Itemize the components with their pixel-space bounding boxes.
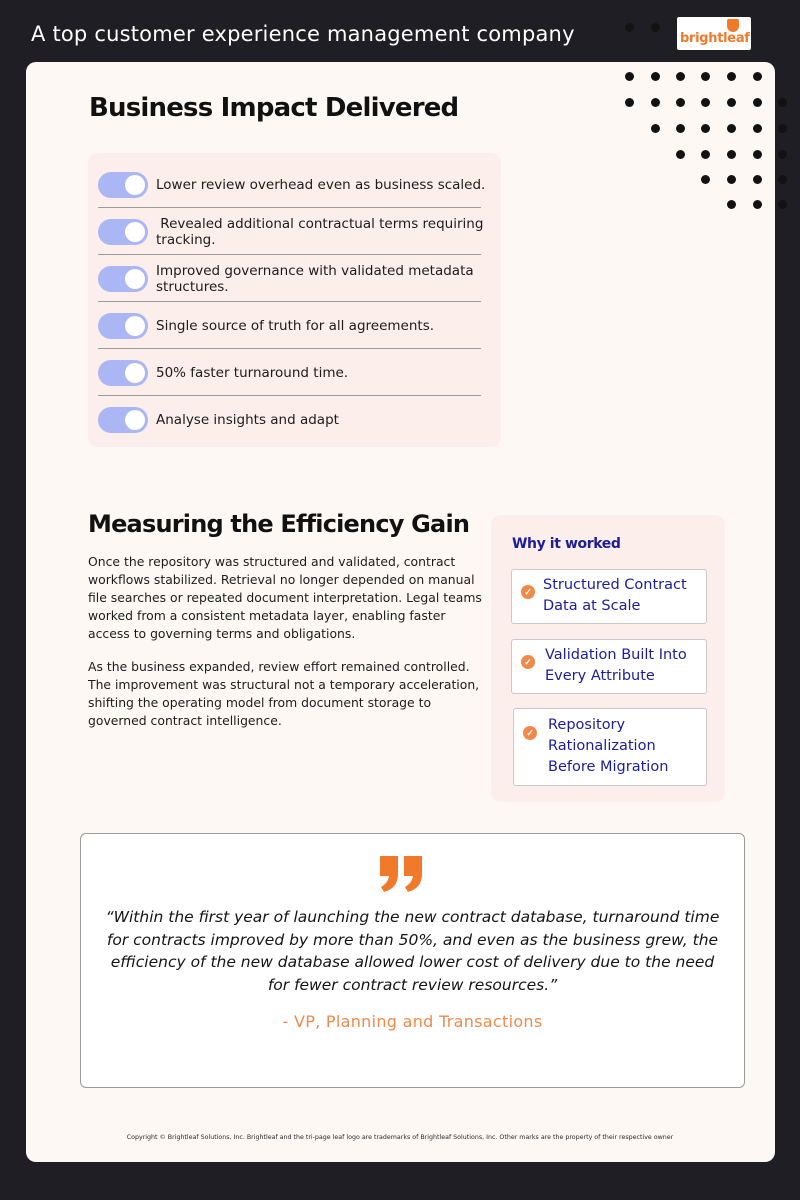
- decorative-dot: [701, 72, 710, 81]
- impact-item-text: Revealed additional contractual terms requiring tracking.: [156, 215, 488, 248]
- decorative-dot: [727, 175, 736, 184]
- why-item: [511, 639, 707, 694]
- decorative-dot: [778, 200, 787, 209]
- decorative-dot: [753, 175, 762, 184]
- testimonial-text: “Within the first year of launching the new contract database, turnaround time for contracts improved by more than 50%, and even as the business grew, the efficiency of the new database allowed lower cost of delivery due to the need for fewer contract review resources.”: [105, 908, 720, 994]
- decorative-dot: [753, 72, 762, 81]
- toggle-switch[interactable]: [98, 266, 148, 292]
- impact-item: [98, 302, 481, 349]
- why-item-text: Structured Contract Data at Scale: [543, 577, 687, 614]
- logo-text: brightleaf: [680, 31, 750, 46]
- testimonial-box: [80, 833, 745, 1088]
- impact-item-text: 50% faster turnaround time.: [156, 364, 349, 381]
- why-item: [513, 708, 707, 786]
- toggle-knob: [125, 175, 145, 195]
- decorative-dot: [651, 72, 660, 81]
- why-title: Why it worked: [512, 536, 621, 552]
- decorative-dot: [727, 150, 736, 159]
- efficiency-heading: Measuring the Efficiency Gain: [88, 510, 470, 538]
- decorative-dot: [676, 98, 685, 107]
- decorative-dot: [727, 98, 736, 107]
- decorative-dot: [778, 98, 787, 107]
- impact-heading: Business Impact Delivered: [89, 93, 459, 123]
- toggle-switch[interactable]: [98, 219, 148, 245]
- decorative-dot: [753, 98, 762, 107]
- impact-item: [98, 396, 481, 443]
- quote-icon: [378, 854, 424, 894]
- decorative-dot: [727, 124, 736, 133]
- why-item-text: Repository Rationalization Before Migration: [548, 717, 669, 775]
- toggle-knob: [125, 316, 145, 336]
- brightleaf-logo: [677, 17, 751, 50]
- decorative-dot: [778, 124, 787, 133]
- decorative-dot: [625, 23, 634, 32]
- decorative-dot: [651, 23, 660, 32]
- efficiency-paragraph: As the business expanded, review effort remained controlled. The improvement was structural not a temporary acceleration, shifting the operating model from document storage to governed contract intelligence.: [88, 659, 480, 728]
- decorative-dot: [676, 72, 685, 81]
- toggle-switch[interactable]: [98, 313, 148, 339]
- toggle-knob: [125, 269, 145, 289]
- toggle-knob: [125, 222, 145, 242]
- decorative-dot: [778, 175, 787, 184]
- decorative-dot: [676, 124, 685, 133]
- toggle-switch[interactable]: [98, 172, 148, 198]
- why-item-text: Validation Built Into Every Attribute: [545, 647, 687, 684]
- testimonial-author: - VP, Planning and Transactions: [282, 1012, 543, 1031]
- impact-list: [88, 153, 501, 447]
- decorative-dot: [676, 150, 685, 159]
- decorative-dot: [727, 200, 736, 209]
- impact-item-text: Improved governance with validated metadata structures.: [156, 262, 474, 295]
- impact-item: [98, 161, 486, 208]
- impact-item-text: Single source of truth for all agreements.: [156, 317, 435, 334]
- decorative-dot: [651, 98, 660, 107]
- impact-item: [98, 208, 488, 255]
- why-item: [511, 569, 707, 624]
- decorative-dot: [625, 98, 634, 107]
- decorative-dot: [701, 98, 710, 107]
- decorative-dot: [778, 150, 787, 159]
- copyright-text: Copyright © Brightleaf Solutions, Inc. Brightleaf and the tri-page leaf logo are trademarks of Brightleaf Solutions, Inc. Other marks are the property of their respective owner: [126, 1134, 674, 1141]
- check-icon: ✓: [521, 585, 535, 599]
- decorative-dot: [651, 124, 660, 133]
- toggle-switch[interactable]: [98, 407, 148, 433]
- decorative-dot: [753, 124, 762, 133]
- toggle-knob: [125, 363, 145, 383]
- impact-item-text: Lower review overhead even as business scaled.: [156, 176, 486, 193]
- toggle-knob: [125, 410, 145, 430]
- decorative-dot: [727, 72, 736, 81]
- decorative-dot: [625, 72, 634, 81]
- decorative-dot: [701, 150, 710, 159]
- toggle-switch[interactable]: [98, 360, 148, 386]
- why-it-worked-panel: [491, 515, 725, 802]
- decorative-dot: [753, 200, 762, 209]
- decorative-dot: [753, 150, 762, 159]
- decorative-dot: [701, 124, 710, 133]
- impact-item: [98, 255, 481, 302]
- check-icon: ✓: [523, 726, 537, 740]
- decorative-dot: [701, 175, 710, 184]
- page-header-title: A top customer experience management company: [31, 22, 575, 46]
- impact-item-text: Analyse insights and adapt: [156, 411, 339, 428]
- impact-item: [98, 349, 481, 396]
- efficiency-paragraph: Once the repository was structured and validated, contract workflows stabilized. Retrieval no longer depended on manual file searches or repeated document interpretation. Legal teams worked from a consistent metadata layer, enabling faster access to governing terms and obligations.: [88, 554, 482, 641]
- check-icon: ✓: [521, 655, 535, 669]
